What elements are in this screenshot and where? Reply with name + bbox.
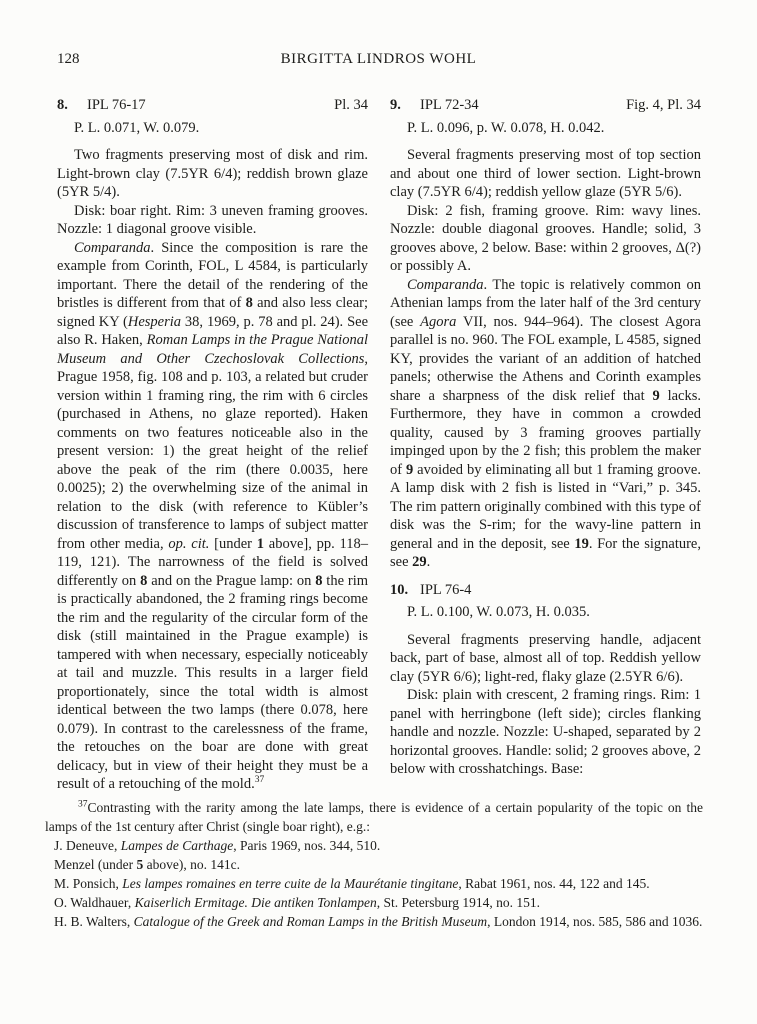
entry-10-description-paragraph: Several fragments preserving handle, adjacent back, part of base, almost all of top. Reddish yellow clay (5YR 6/6); light-red, flaky glaze (2.5YR 6/6). — [390, 631, 701, 685]
column-left — [57, 96, 368, 794]
entry-9-description-paragraph: Several fragments preserving most of top section and about one third of lower section. Light-brown clay (7.5YR 6/4); reddish yellow glaze (5YR 5/6). — [390, 147, 701, 200]
footnote-37-text: $^{37}$Contrasting with the rarity among the late lamps, there is evidence of a certain popularity of the topic on the lamps of the 1st century after Christ (single boar right), e.g.: — [45, 799, 703, 834]
entry-8-dimensions: P. L. 0.071, W. 0.079. — [74, 119, 200, 136]
entry-9-comparanda-paragraph: Comparanda. The topic is relatively common on Athenian lamps from the later half of the 3rd century (see Agora VII, nos. 944–964). The closest Agora parallel is no. 960. The FOL example, L 4585, signed KY, provides the variant of an addition of hatched panels; otherwise the Athens and Corinth examples share a sharpness of the disk relief that 9 lacks. Furthermore, they have in common a crowded quality, caused by 3 framing grooves partially impinged upon by the 2 fish; this problem the maker of 9 avoided by eliminating all but 1 framing groove. A lamp disk with 2 fish is listed in “Vari,” p. 345. The rim pattern originally combined with this type of disk was the S-rim; for the wavy-line pattern in general and in the deposit, see 19. For the signature, see 29. — [390, 276, 701, 570]
entry-10-heading — [390, 581, 701, 600]
entry-8-comparanda-paragraph: Comparanda. Since the composition is rare the example from Corinth, FOL, L 4584, is particularly important. There the detail of the rendering of the bristles is different from that of 8 and also less clear; signed KY (Hesperia 38, 1969, p. 78 and pl. 24). See also R. Haken, Roman Lamps in the Prague National Museum and Other Czechoslovak Collections, Prague 1958, fig. 108 and p. 103, a related but cruder version within 1 framing ring, the rim with 6 circles (purchased in Athens, no glaze reported). Haken comments on two features noticeable also in the present version: 1) the great height of the relief above the peak of the rim (there 0.0035, here 0.0025); 2) the overwhelming size of the animal in relation to the disk (with reference to Kübler’s discussion of transference to lamps of subject matter from other media, op. cit. [under 1 above], pp. 118–119, 121). The narrowness of the field is solved differently on 8 and on the Prague lamp: on 8 the rim is practically abandoned, the 2 framing rings become the rim and the regularity of the circular form of the disk (still maintained in the Prague example) is tampered with when necessary, especially noticeably at tail and muzzle. This results in a larger field proportionately, since the total width is almost identical between the two lamps (there 0.078, here 0.079). In contrast to the carelessness of the frame, the retouches on the boar are done with great delicacy, but in view of their height they must be a result of a retouching of the mold.$^{37}$ — [57, 239, 369, 792]
entry-8-heading — [57, 96, 368, 115]
entry-9-heading — [390, 96, 701, 115]
entry-10-features-paragraph: Disk: plain with crescent, 2 framing rings. Rim: 1 panel with herringbone (left side); circles flanking handle and nozzle. Nozzle: U-shaped, separated by 2 horizontal grooves. Handle: solid; 2 grooves above, 2 below with crosshatchings. Base: — [390, 687, 701, 777]
footnote-citation-deneuve: J. Deneuve, Lampes de Carthage, Paris 1969, nos. 344, 510. — [54, 838, 381, 853]
catalog-entry-10 — [390, 581, 701, 779]
entry-8-number: 8. — [57, 97, 68, 113]
entry-10-dimensions: P. L. 0.100, W. 0.073, H. 0.035. — [407, 604, 590, 620]
entry-10-number: 10. — [390, 581, 409, 598]
footnote-citation-menzel: Menzel (under 5 above), no. 141c. — [54, 857, 240, 872]
entry-9-dimensions: P. L. 0.096, p. W. 0.078, H. 0.042. — [407, 119, 605, 136]
footnote-citation-waldhauer: O. Waldhauer, Kaiserlich Ermitage. Die antiken Tonlampen, St. Petersburg 1914, no. 151. — [54, 895, 540, 910]
footnote-citation-walters: H. B. Walters, Catalogue of the Greek and Roman Lamps in the British Museum, London 1914, nos. 585, 586 and 1036. — [54, 914, 703, 929]
entry-8-catalog-id: IPL 76-17 — [87, 97, 146, 113]
footnote-citation-ponsich: M. Ponsich, Les lampes romaines en terre cuite de la Maurétanie tingitane, Rabat 1961, nos. 44, 122 and 145. — [54, 876, 650, 891]
text-columns — [57, 96, 701, 790]
entry-10-catalog-id: IPL 76-4 — [420, 581, 472, 598]
entry-9-catalog-id: IPL 72-34 — [420, 97, 479, 113]
catalog-entry-8 — [57, 96, 368, 794]
entry-9-plate-ref: Fig. 4, Pl. 34 — [626, 97, 701, 113]
catalog-entry-9 — [390, 96, 701, 572]
entry-8-features-paragraph: Disk: boar right. Rim: 3 uneven framing grooves. Nozzle: 1 diagonal groove visible. — [57, 202, 368, 237]
running-head: BIRGITTA LINDROS WOHL — [280, 51, 477, 67]
page-number: 128 — [57, 51, 80, 67]
entry-8-description-paragraph: Two fragments preserving most of disk and rim. Light-brown clay (7.5YR 6/4); reddish brown glaze (5YR 5/4). — [57, 147, 368, 200]
entry-9-number: 9. — [390, 97, 401, 113]
entry-9-features-paragraph: Disk: 2 fish, framing groove. Rim: wavy lines. Nozzle: double diagonal grooves. Handle; solid, 3 grooves above, 2 below. Base: within 2 grooves, Δ(?) or possibly A. — [390, 202, 701, 274]
column-right — [390, 96, 701, 779]
footnotes-section — [45, 798, 703, 931]
page-header — [0, 0, 757, 70]
entry-8-plate-ref: Pl. 34 — [334, 97, 368, 113]
